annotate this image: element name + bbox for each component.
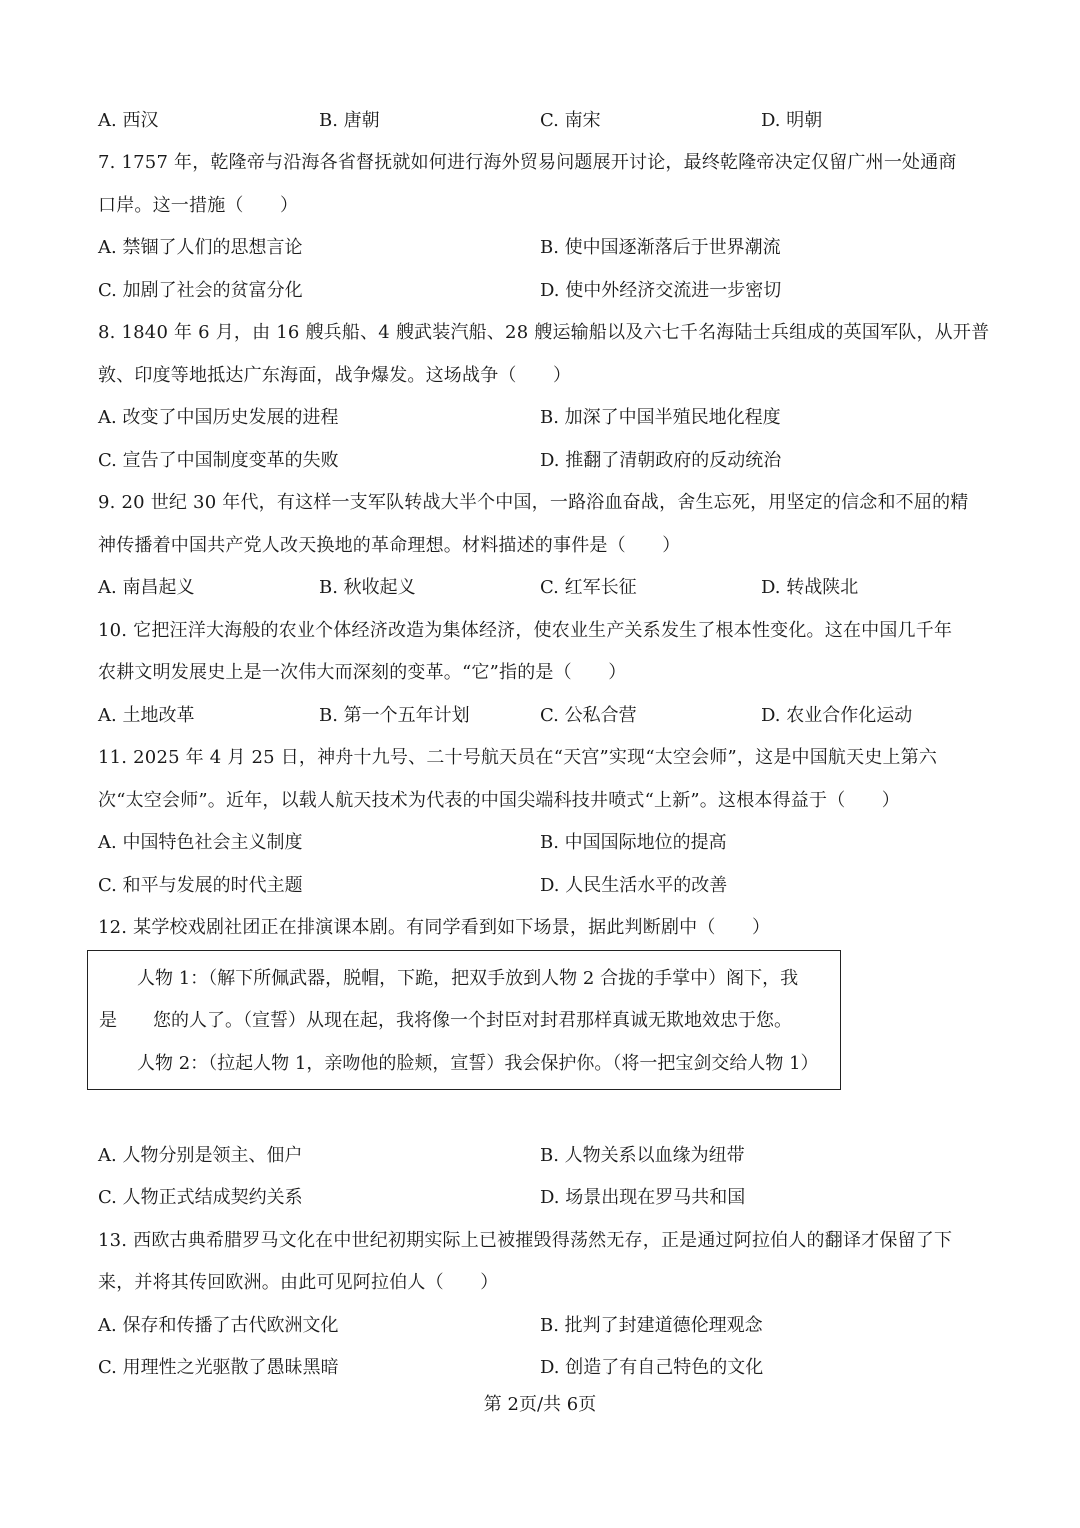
q10-stem-line-2: 农耕文明发展史上是一次伟大而深刻的变革。“它”指的是（ ） (98, 662, 627, 683)
q7-option-c: C. 加剧了社会的贫富分化 (98, 280, 303, 301)
q8-option-d: D. 推翻了清朝政府的反动统治 (540, 450, 782, 471)
q8-option-a: A. 改变了中国历史发展的进程 (98, 407, 339, 428)
q10-option-a: A. 土地改革 (98, 705, 195, 726)
q13-option-a: A. 保存和传播了古代欧洲文化 (98, 1315, 339, 1336)
q6-option-b: B. 唐朝 (319, 110, 380, 131)
q7-option-b: B. 使中国逐渐落后于世界潮流 (540, 237, 781, 258)
q8-option-c: C. 宣告了中国制度变革的失败 (98, 450, 339, 471)
q6-option-c: C. 南宋 (540, 110, 601, 131)
q11-option-b: B. 中国国际地位的提高 (540, 832, 727, 853)
page-number-footer: 第 2页/共 6页 (483, 1394, 597, 1415)
q9-option-a: A. 南昌起义 (98, 577, 195, 598)
q11-option-c: C. 和平与发展的时代主题 (98, 875, 303, 896)
q9-stem-line-2: 神传播着中国共产党人改天换地的革命理想。材料描述的事件是（ ） (98, 535, 681, 556)
q12-material-line-3: 人物 2：（拉起人物 1，亲吻他的脸颊，宣誓）我会保护你。（将一把宝剑交给人物 1） (137, 1053, 819, 1074)
q7-option-a: A. 禁锢了人们的思想言论 (98, 237, 303, 258)
q12-material-box (87, 950, 841, 1090)
q11-stem-line-2: 次“太空会师”。近年，以载人航天技术为代表的中国尖端科技井喷式“上新”。这根本得益于（ ） (98, 790, 901, 811)
q9-option-d: D. 转战陕北 (761, 577, 859, 598)
q6-option-a: A. 西汉 (98, 110, 159, 131)
q13-option-b: B. 批判了封建道德伦理观念 (540, 1315, 763, 1336)
q11-option-a: A. 中国特色社会主义制度 (98, 832, 303, 853)
q10-stem-line-1: 10. 它把汪洋大海般的农业个体经济改造为集体经济，使农业生产关系发生了根本性变化。这在中国几千年 (98, 620, 953, 641)
q9-option-c: C. 红军长征 (540, 577, 637, 598)
q11-stem-line-1: 11. 2025 年 4 月 25 日，神舟十九号、二十号航天员在“天宫”实现“太空会师”，这是中国航天史上第六 (98, 747, 938, 768)
q12-option-b: B. 人物关系以血缘为纽带 (540, 1145, 745, 1166)
q13-stem-line-1: 13. 西欧古典希腊罗马文化在中世纪初期实际上已被摧毁得荡然无存，正是通过阿拉伯人的翻译才保留了下 (98, 1230, 953, 1251)
q12-option-d: D. 场景出现在罗马共和国 (540, 1187, 746, 1208)
q7-stem-line-2: 口岸。这一措施（ ） (98, 195, 299, 216)
q8-option-b: B. 加深了中国半殖民地化程度 (540, 407, 781, 428)
q12-material-line-2: 是 您的人了。（宣誓）从现在起，我将像一个封臣对封君那样真诚无欺地效忠于您。 (99, 1010, 792, 1031)
q10-option-c: C. 公私合营 (540, 705, 637, 726)
q9-stem-line-1: 9. 20 世纪 30 年代，有这样一支军队转战大半个中国，一路浴血奋战，舍生忘死，用坚定的信念和不屈的精 (98, 492, 969, 513)
q12-stem-line-1: 12. 某学校戏剧社团正在排演课本剧。有同学看到如下场景，据此判断剧中（ ） (98, 917, 771, 938)
q13-stem-line-2: 来，并将其传回欧洲。由此可见阿拉伯人（ ） (98, 1272, 499, 1293)
q12-option-a: A. 人物分别是领主、佃户 (98, 1145, 303, 1166)
q10-option-b: B. 第一个五年计划 (319, 705, 470, 726)
q7-stem-line-1: 7. 1757 年，乾隆帝与沿海各省督抚就如何进行海外贸易问题展开讨论，最终乾隆帝决定仅留广州一处通商 (98, 152, 957, 173)
q11-option-d: D. 人民生活水平的改善 (540, 875, 728, 896)
q13-option-c: C. 用理性之光驱散了愚昧黑暗 (98, 1357, 339, 1378)
q12-material-line-1: 人物 1：（解下所佩武器，脱帽，下跪，把双手放到人物 2 合拢的手掌中）阁下，我 (137, 968, 799, 989)
q12-option-c: C. 人物正式结成契约关系 (98, 1187, 303, 1208)
q10-option-d: D. 农业合作化运动 (761, 705, 913, 726)
q9-option-b: B. 秋收起义 (319, 577, 416, 598)
q13-option-d: D. 创造了有自己特色的文化 (540, 1357, 764, 1378)
q8-stem-line-2: 敦、印度等地抵达广东海面，战争爆发。这场战争（ ） (98, 365, 572, 386)
q6-option-d: D. 明朝 (761, 110, 823, 131)
q7-option-d: D. 使中外经济交流进一步密切 (540, 280, 782, 301)
q8-stem-line-1: 8. 1840 年 6 月，由 16 艘兵船、4 艘武装汽船、28 艘运输船以及六七千名海陆士兵组成的英国军队，从开普 (98, 322, 990, 343)
